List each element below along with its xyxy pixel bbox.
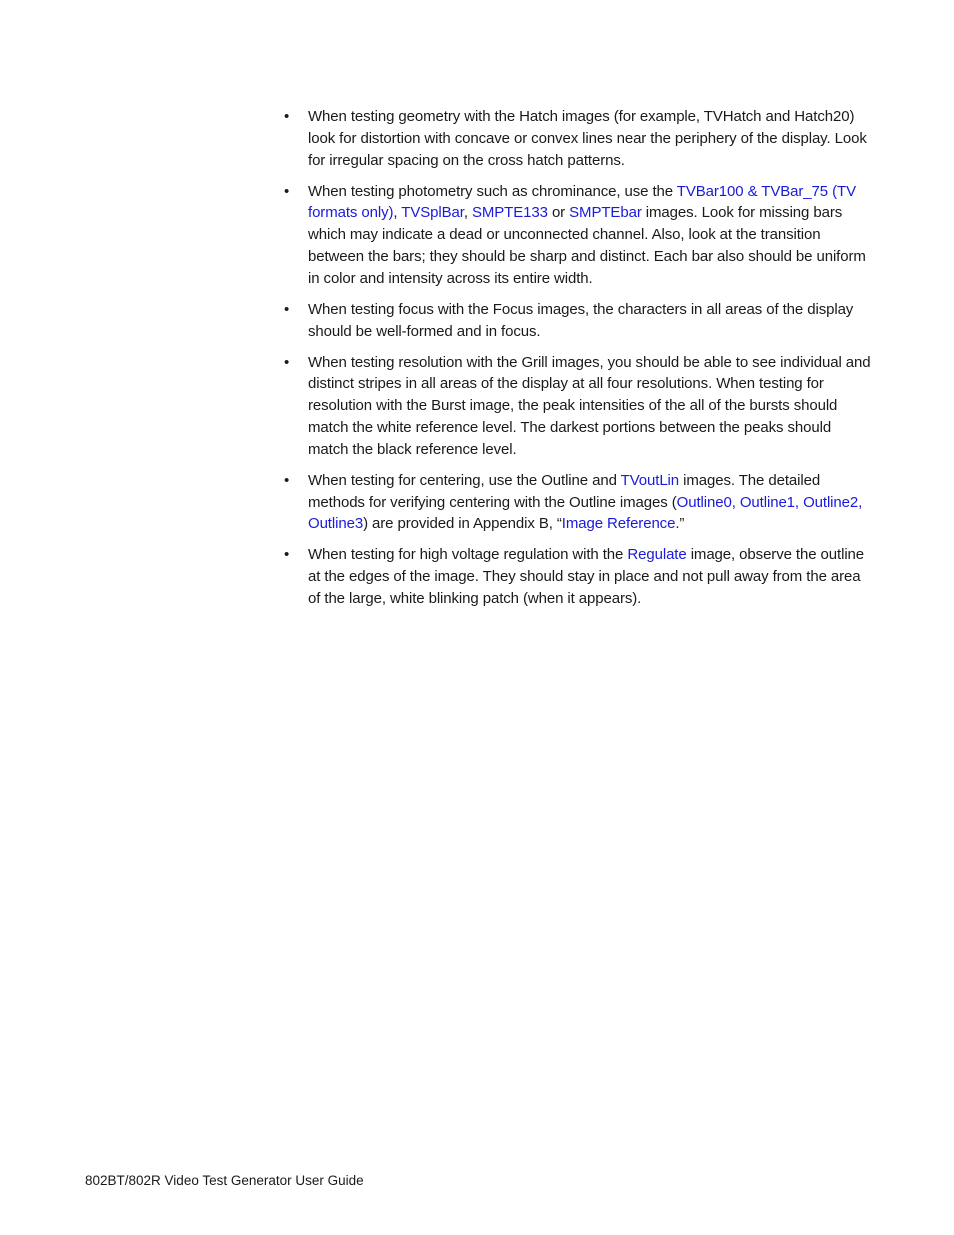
list-item	[284, 299, 874, 343]
list-item	[284, 181, 874, 290]
item-text: images. Look for missing bars which may indicate a dead or unconnected channel. Also, look at the transition between the bars; they should be sharp and distinct. Each bar also should be uniform in color and intensity across its entire width.	[308, 204, 866, 287]
page-footer: 802BT/802R Video Test Generator User Guide	[85, 1173, 364, 1188]
bullet-marker: •	[284, 182, 290, 200]
link-smptebar[interactable]: SMPTEbar	[569, 204, 642, 222]
item-text: ,	[393, 204, 402, 222]
item-text: or	[547, 204, 570, 222]
item-text: When testing focus with the Focus images, the characters in all areas of the display should be well-formed and in focus.	[308, 300, 854, 340]
item-text: When testing resolution with the Grill images, you should be able to see individual and distinct stripes in all areas of the display at all four resolutions. When testing for resolution with the Burst image, the peak intensities of the all of the bursts should match the white reference level. The darkest portions between the peaks should match the black reference level.	[308, 353, 871, 458]
item-text: When testing photometry such as chrominance, use the	[308, 182, 677, 200]
bullet-marker: •	[284, 471, 290, 489]
item-text: ) are provided in Appendix B, “	[363, 515, 562, 533]
bullet-marker: •	[284, 353, 290, 371]
list-item	[284, 352, 874, 461]
document-body	[284, 106, 874, 619]
item-text: .”	[675, 515, 685, 533]
bullet-marker: •	[284, 300, 290, 318]
item-text: image, observe the outline at the edges of the image. They should stay in place and not pull away from the area of the large, white blinking patch (when it appears).	[308, 546, 865, 607]
list-item	[284, 544, 874, 609]
item-text: ,	[463, 204, 472, 222]
list-item	[284, 470, 874, 535]
link-outline-images[interactable]: Outline0, Outline1, Outline2, Outline3	[308, 493, 863, 533]
item-text: When testing for centering, use the Outline and	[308, 471, 621, 489]
bullet-marker: •	[284, 108, 290, 125]
item-text: When testing geometry with the Hatch images (for example, TVHatch and Hatch20) look for distortion with concave or convex lines near the periphery of the display. Look for irregular spacing on the cross hatch patterns.	[308, 108, 867, 169]
link-tvsplbar[interactable]: TVSplBar	[401, 204, 464, 222]
list-item	[284, 106, 874, 171]
link-regulate[interactable]: Regulate	[627, 546, 687, 564]
link-tvoutlin[interactable]: TVoutLin	[620, 471, 680, 489]
link-smpte133[interactable]: SMPTE133	[471, 204, 548, 222]
bullet-list	[284, 106, 874, 610]
item-text: images. The detailed methods for verifying centering with the Outline images (	[308, 471, 821, 511]
link-tvbar100-tvbar75[interactable]: TVBar100 & TVBar_75 (TV formats only)	[308, 182, 856, 222]
link-image-reference[interactable]: Image Reference	[561, 515, 676, 533]
bullet-marker: •	[284, 546, 290, 564]
item-text: When testing for high voltage regulation with the	[308, 546, 628, 564]
